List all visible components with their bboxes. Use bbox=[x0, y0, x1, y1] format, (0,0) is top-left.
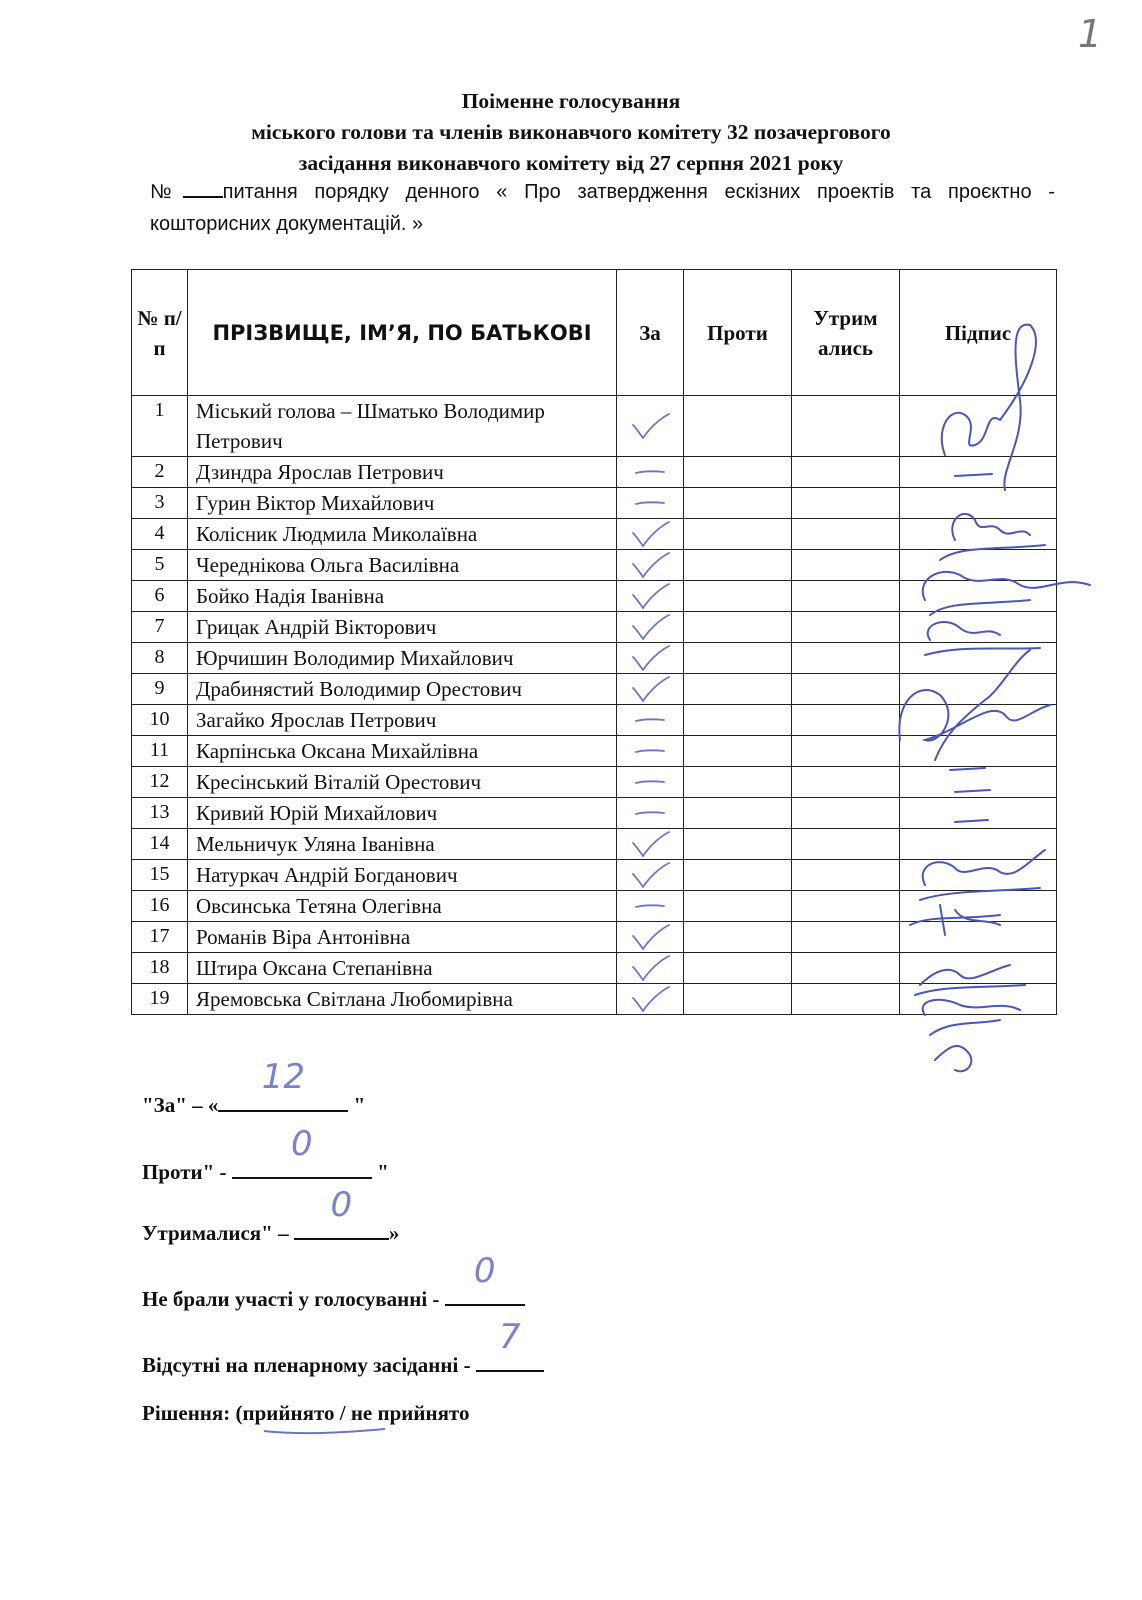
member-name: Загайко Ярослав Петрович bbox=[188, 705, 617, 736]
vote-for-cell bbox=[617, 891, 684, 922]
vote-abstained-cell bbox=[792, 643, 900, 674]
signature-cell bbox=[900, 736, 1057, 767]
table-row bbox=[132, 736, 1057, 767]
dash-mark-icon bbox=[630, 744, 670, 758]
roll-call-table bbox=[131, 269, 1057, 1015]
row-number: 19 bbox=[132, 984, 188, 1015]
dash-mark-icon bbox=[630, 775, 670, 789]
summary-absent-field bbox=[476, 1317, 544, 1372]
signature-cell bbox=[900, 922, 1057, 953]
member-name: Юрчишин Володимир Михайлович bbox=[188, 643, 617, 674]
vote-for-cell bbox=[617, 953, 684, 984]
vote-abstained-cell bbox=[792, 953, 900, 984]
summary-abstained bbox=[142, 1185, 400, 1248]
member-name: Дзиндра Ярослав Петрович bbox=[188, 457, 617, 488]
summary-not-voted bbox=[142, 1251, 525, 1314]
check-mark-icon bbox=[627, 643, 673, 673]
vote-against-cell bbox=[684, 457, 792, 488]
signature-cell bbox=[900, 581, 1057, 612]
table-row bbox=[132, 922, 1057, 953]
title-line-3: засідання виконавчого комітету від 27 серпня 2021 року bbox=[298, 151, 844, 175]
vote-abstained-cell bbox=[792, 581, 900, 612]
vote-for-cell bbox=[617, 612, 684, 643]
check-mark-icon bbox=[627, 411, 673, 441]
row-number: 13 bbox=[132, 798, 188, 829]
signature-mark bbox=[935, 1046, 971, 1071]
member-name: Череднікова Ольга Василівна bbox=[188, 550, 617, 581]
member-name: Кресінський Віталій Орестович bbox=[188, 767, 617, 798]
title-line-1: Поіменне голосування bbox=[461, 89, 681, 113]
summary-absent-label: Відсутні на пленарному засіданні - bbox=[142, 1353, 476, 1377]
vote-abstained-cell bbox=[792, 396, 900, 457]
vote-for-cell bbox=[617, 767, 684, 798]
vote-abstained-cell bbox=[792, 736, 900, 767]
signature-cell bbox=[900, 984, 1057, 1015]
vote-for-cell bbox=[617, 488, 684, 519]
page-number: 1 bbox=[1077, 12, 1102, 56]
row-number: 12 bbox=[132, 767, 188, 798]
table-row bbox=[132, 674, 1057, 705]
member-name: Романів Віра Антонівна bbox=[188, 922, 617, 953]
dash-mark-icon bbox=[630, 806, 670, 820]
question-number-sign: № bbox=[150, 181, 183, 203]
summary-for-value: 12 bbox=[261, 1057, 306, 1097]
table-row bbox=[132, 457, 1057, 488]
vote-for-cell bbox=[617, 922, 684, 953]
header-against: Проти bbox=[684, 270, 792, 396]
summary-abstained-value: 0 bbox=[330, 1185, 353, 1225]
vote-abstained-cell bbox=[792, 457, 900, 488]
signature-cell bbox=[900, 550, 1057, 581]
check-mark-icon bbox=[627, 984, 673, 1014]
summary-abstained-field bbox=[294, 1185, 389, 1240]
vote-against-cell bbox=[684, 396, 792, 457]
signature-cell bbox=[900, 643, 1057, 674]
vote-abstained-cell bbox=[792, 829, 900, 860]
summary-for-field bbox=[218, 1057, 348, 1112]
summary-decision: Рішення: (прийнято / не прийнято bbox=[142, 1401, 470, 1425]
vote-for-cell bbox=[617, 457, 684, 488]
check-mark-icon bbox=[627, 674, 673, 704]
check-mark-icon bbox=[627, 612, 673, 642]
row-number: 11 bbox=[132, 736, 188, 767]
vote-against-cell bbox=[684, 891, 792, 922]
member-name: Міський голова – Шматько Володимир Петрович bbox=[188, 396, 617, 457]
vote-for-cell bbox=[617, 736, 684, 767]
signature-cell bbox=[900, 674, 1057, 705]
member-name: Карпінська Оксана Михайлівна bbox=[188, 736, 617, 767]
decision-handwritten-underline bbox=[260, 1423, 390, 1437]
signature-cell bbox=[900, 396, 1057, 457]
member-name: Бойко Надія Іванівна bbox=[188, 581, 617, 612]
summary-against-label: Проти" - bbox=[142, 1160, 232, 1184]
table-row bbox=[132, 396, 1057, 457]
vote-against-cell bbox=[684, 736, 792, 767]
summary-not-voted-value: 0 bbox=[473, 1251, 496, 1291]
vote-for-cell bbox=[617, 705, 684, 736]
member-name: Овсинська Тетяна Олегівна bbox=[188, 891, 617, 922]
check-mark-icon bbox=[627, 829, 673, 859]
vote-against-cell bbox=[684, 953, 792, 984]
table-row bbox=[132, 891, 1057, 922]
member-name: Яремовська Світлана Любомирівна bbox=[188, 984, 617, 1015]
row-number: 4 bbox=[132, 519, 188, 550]
table-header-row bbox=[132, 270, 1057, 396]
vote-against-cell bbox=[684, 922, 792, 953]
signature-cell bbox=[900, 705, 1057, 736]
dash-mark-icon bbox=[630, 496, 670, 510]
header-signature: Підпис bbox=[900, 270, 1057, 396]
vote-abstained-cell bbox=[792, 519, 900, 550]
member-name: Кривий Юрій Михайлович bbox=[188, 798, 617, 829]
member-name: Грицак Андрій Вікторович bbox=[188, 612, 617, 643]
signature-cell bbox=[900, 488, 1057, 519]
check-mark-icon bbox=[627, 922, 673, 952]
summary-not-voted-field bbox=[445, 1251, 525, 1306]
row-number: 14 bbox=[132, 829, 188, 860]
table-row bbox=[132, 550, 1057, 581]
vote-for-cell bbox=[617, 581, 684, 612]
vote-for-cell bbox=[617, 984, 684, 1015]
vote-for-cell bbox=[617, 798, 684, 829]
vote-abstained-cell bbox=[792, 674, 900, 705]
check-mark-icon bbox=[627, 519, 673, 549]
summary-abstained-close: » bbox=[388, 1221, 400, 1245]
member-name: Драбинястий Володимир Орестович bbox=[188, 674, 617, 705]
vote-against-cell bbox=[684, 674, 792, 705]
signature-cell bbox=[900, 829, 1057, 860]
signature-cell bbox=[900, 457, 1057, 488]
header-for: За bbox=[617, 270, 684, 396]
vote-abstained-cell bbox=[792, 984, 900, 1015]
vote-against-cell bbox=[684, 829, 792, 860]
row-number: 16 bbox=[132, 891, 188, 922]
question-number-blank bbox=[183, 178, 223, 198]
dash-mark-icon bbox=[630, 713, 670, 727]
vote-abstained-cell bbox=[792, 798, 900, 829]
vote-for-cell bbox=[617, 519, 684, 550]
row-number: 7 bbox=[132, 612, 188, 643]
dash-mark-icon bbox=[630, 465, 670, 479]
summary-abstained-label: Утрималися" – bbox=[142, 1221, 294, 1245]
table-row bbox=[132, 798, 1057, 829]
vote-against-cell bbox=[684, 519, 792, 550]
table-row bbox=[132, 643, 1057, 674]
row-number: 9 bbox=[132, 674, 188, 705]
title-line-2: міського голови та членів виконавчого комітету 32 позачергового bbox=[251, 120, 891, 144]
agenda-question bbox=[150, 176, 1055, 240]
vote-against-cell bbox=[684, 767, 792, 798]
summary-against-value: 0 bbox=[290, 1124, 313, 1164]
summary-not-voted-label: Не брали участі у голосуванні - bbox=[142, 1287, 445, 1311]
vote-against-cell bbox=[684, 705, 792, 736]
vote-abstained-cell bbox=[792, 612, 900, 643]
dash-mark-icon bbox=[630, 899, 670, 913]
table-row bbox=[132, 860, 1057, 891]
question-text: питання порядку денного « Про затвердження ескізних проектів та проєктно - кошторисних документацій. » bbox=[150, 181, 1055, 235]
row-number: 1 bbox=[132, 396, 188, 457]
vote-against-cell bbox=[684, 550, 792, 581]
signature-cell bbox=[900, 612, 1057, 643]
vote-against-cell bbox=[684, 984, 792, 1015]
table-row bbox=[132, 519, 1057, 550]
vote-against-cell bbox=[684, 581, 792, 612]
row-number: 17 bbox=[132, 922, 188, 953]
summary-absent bbox=[142, 1317, 544, 1380]
vote-against-cell bbox=[684, 860, 792, 891]
table-row bbox=[132, 612, 1057, 643]
vote-abstained-cell bbox=[792, 550, 900, 581]
table-row bbox=[132, 829, 1057, 860]
check-mark-icon bbox=[627, 860, 673, 890]
document-title bbox=[0, 86, 1142, 179]
row-number: 3 bbox=[132, 488, 188, 519]
row-number: 8 bbox=[132, 643, 188, 674]
table-row bbox=[132, 581, 1057, 612]
table-row bbox=[132, 705, 1057, 736]
member-name: Мельничук Уляна Іванівна bbox=[188, 829, 617, 860]
vote-for-cell bbox=[617, 643, 684, 674]
vote-abstained-cell bbox=[792, 922, 900, 953]
summary-for bbox=[142, 1057, 366, 1120]
vote-against-cell bbox=[684, 488, 792, 519]
row-number: 5 bbox=[132, 550, 188, 581]
vote-against-cell bbox=[684, 643, 792, 674]
vote-for-cell bbox=[617, 674, 684, 705]
summary-against-close: " bbox=[371, 1160, 389, 1184]
summary-for-close: " bbox=[348, 1093, 366, 1117]
signature-cell bbox=[900, 860, 1057, 891]
signature-cell bbox=[900, 891, 1057, 922]
summary-against-field bbox=[232, 1124, 372, 1179]
vote-for-cell bbox=[617, 860, 684, 891]
table-row bbox=[132, 984, 1057, 1015]
vote-for-cell bbox=[617, 829, 684, 860]
vote-against-cell bbox=[684, 798, 792, 829]
vote-abstained-cell bbox=[792, 891, 900, 922]
summary-for-label: "За" – « bbox=[142, 1093, 219, 1117]
row-number: 15 bbox=[132, 860, 188, 891]
header-abstained: Утрим ались bbox=[792, 270, 900, 396]
signature-cell bbox=[900, 798, 1057, 829]
table-row bbox=[132, 767, 1057, 798]
vote-against-cell bbox=[684, 612, 792, 643]
vote-abstained-cell bbox=[792, 488, 900, 519]
table-row bbox=[132, 488, 1057, 519]
vote-abstained-cell bbox=[792, 767, 900, 798]
vote-for-cell bbox=[617, 550, 684, 581]
member-name: Штира Оксана Степанівна bbox=[188, 953, 617, 984]
row-number: 2 bbox=[132, 457, 188, 488]
member-name: Гурин Віктор Михайлович bbox=[188, 488, 617, 519]
row-number: 18 bbox=[132, 953, 188, 984]
header-name: ПРІЗВИЩЕ, ІМ’Я, ПО БАТЬКОВІ bbox=[188, 270, 617, 396]
vote-abstained-cell bbox=[792, 860, 900, 891]
signature-cell bbox=[900, 519, 1057, 550]
signature-cell bbox=[900, 767, 1057, 798]
summary-against bbox=[142, 1124, 389, 1187]
signature-cell bbox=[900, 953, 1057, 984]
summary-absent-value: 7 bbox=[499, 1317, 521, 1357]
check-mark-icon bbox=[627, 581, 673, 611]
row-number: 10 bbox=[132, 705, 188, 736]
member-name: Натуркач Андрій Богданович bbox=[188, 860, 617, 891]
vote-for-cell bbox=[617, 396, 684, 457]
row-number: 6 bbox=[132, 581, 188, 612]
member-name: Колісник Людмила Миколаївна bbox=[188, 519, 617, 550]
table-row bbox=[132, 953, 1057, 984]
check-mark-icon bbox=[627, 550, 673, 580]
header-number: № п/п bbox=[132, 270, 188, 396]
vote-abstained-cell bbox=[792, 705, 900, 736]
check-mark-icon bbox=[627, 953, 673, 983]
